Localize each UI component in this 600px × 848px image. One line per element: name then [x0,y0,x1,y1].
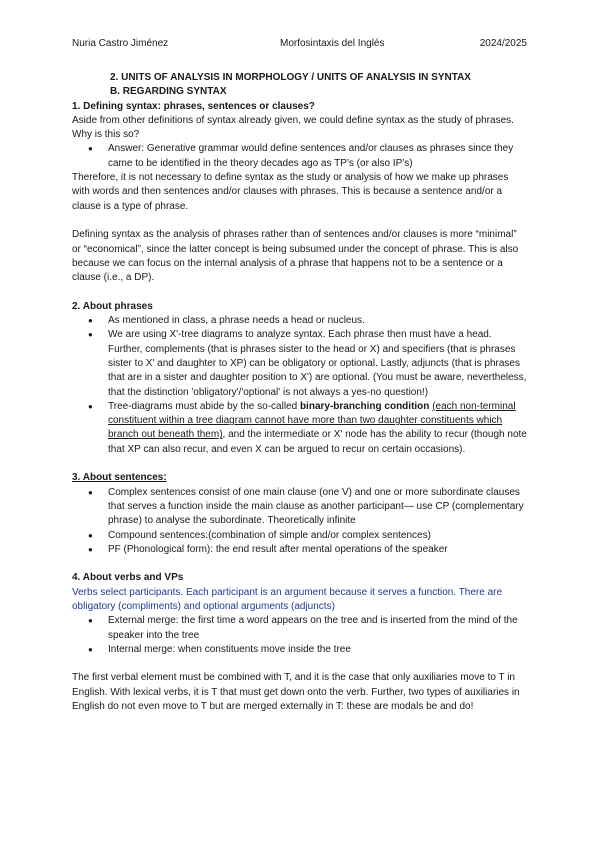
section-3-bullet-3: ● PF (Phonological form): the end result after mental operations of the speaker [72,543,528,557]
header-course: Morfosintaxis del Inglés [280,38,385,49]
section-4-heading: 4. About verbs and VPs [72,572,184,584]
section-1-answer: ● Answer: Generative grammar would define sentences and/or clauses as phrases since they came to be identified in the theory decades ago as TP’s (or also IP’s) [72,142,528,171]
binary-branching-term: binary-branching condition [299,400,430,412]
section-2-heading: 2. About phrases [72,300,153,312]
section-4-final: The first verbal element must be combined with T, and it is the case that only auxiliaries move to T in English. With lexical verbs, it is T that must get down onto the verb. Further, two types of auxiliaries in English do not even move to T but are merged externally in T: these are modals be and do! [72,672,520,713]
section-4-bullet-1: ● External merge: the first time a word appears on the tree and is inserted from the mind of the speaker into the tree [72,614,528,643]
section-3-list [72,486,528,557]
title-line-2: B. REGARDING SYNTAX [110,86,227,98]
title-line-1: 2. UNITS OF ANALYSIS IN MORPHOLOGY / UNITS OF ANALYSIS IN SYNTAX [110,72,471,83]
section-2-bullet-2: ● We are using X'-tree diagrams to analyze syntax. Each phrase then must have a head. Further, complements (that is phrases sister to the head or X) and specifiers (that is phrases sister to X' and daughter to XP) can be obligatory or optional. Lastly, adjuncts (that is phrases that are in a sister and daughter position to X') are optional. (You must be aware, nevertheless, that the distinction 'obligatory'/'optional' is not always a yes-no question!) [72,328,528,399]
section-1-list [72,142,528,171]
header-year: 2024/2025 [479,38,527,49]
document-body [72,71,528,714]
section-1-para-2: Defining syntax as the analysis of phrases rather than of sentences and/or clauses is more “minimal” or “economical”, since the latter concept is being subsumed under the concept of phrase. This is also because we can focus on the internal analysis of a phrase that happens not to be a sentence or a clause (i.e., a DP). [72,229,519,284]
section-4-bullet-2: ● Internal merge: when constituents move inside the tree [72,643,528,657]
section-2-bullet-3 [72,400,528,457]
binary-branching-definition: (each non-terminal constituent within a tree diagram cannot have more than two daughter constituents which branch out beneath them) [108,400,516,441]
section-1-heading: 1. Defining syntax: phrases, sentences or clauses? [72,100,315,112]
header-author: Nuria Castro Jiménez [72,38,169,49]
section-3-heading: 3. About sentences: [72,472,167,484]
section-2-bullet-1: ● As mentioned in class, a phrase needs a head or nucleus. [72,314,528,328]
section-3-bullet-1: ● Complex sentences consist of one main clause (one V) and one or more subordinate clauses that serves a function inside the main clause as another participant— use CP (complementary phrase) to analyse the subordinate. Theoretically infinite [72,486,528,529]
section-1-intro: Aside from other definitions of syntax already given, we could define syntax as the study of phrases. Why is this so? [72,114,514,141]
section-3-bullet-2: ● Compound sentences:(combination of simple and/or complex sentences) [72,529,528,543]
section-2-bullet-3-post: , and the intermediate or X' node has the ability to recur (though note that XP can also recur, and even X can be argued to recur on certain occasions). [108,429,527,455]
section-2-bullet-3-pre: Tree-diagrams must abide by the so-called [108,400,300,412]
section-1-therefore: Therefore, it is not necessary to define syntax as the study or analysis of how we make up phrases with words and then sentences and/or clauses with phrases. This is because a sentence and/or a clause is a type of phrase. [72,172,509,212]
section-4-intro: Verbs select participants. Each participant is an argument because it serves a function. There are obligatory (compliments) and optional arguments (adjuncts) [72,586,503,612]
page-header [72,38,527,52]
section-2-list [72,314,528,457]
section-4-list [72,614,528,657]
